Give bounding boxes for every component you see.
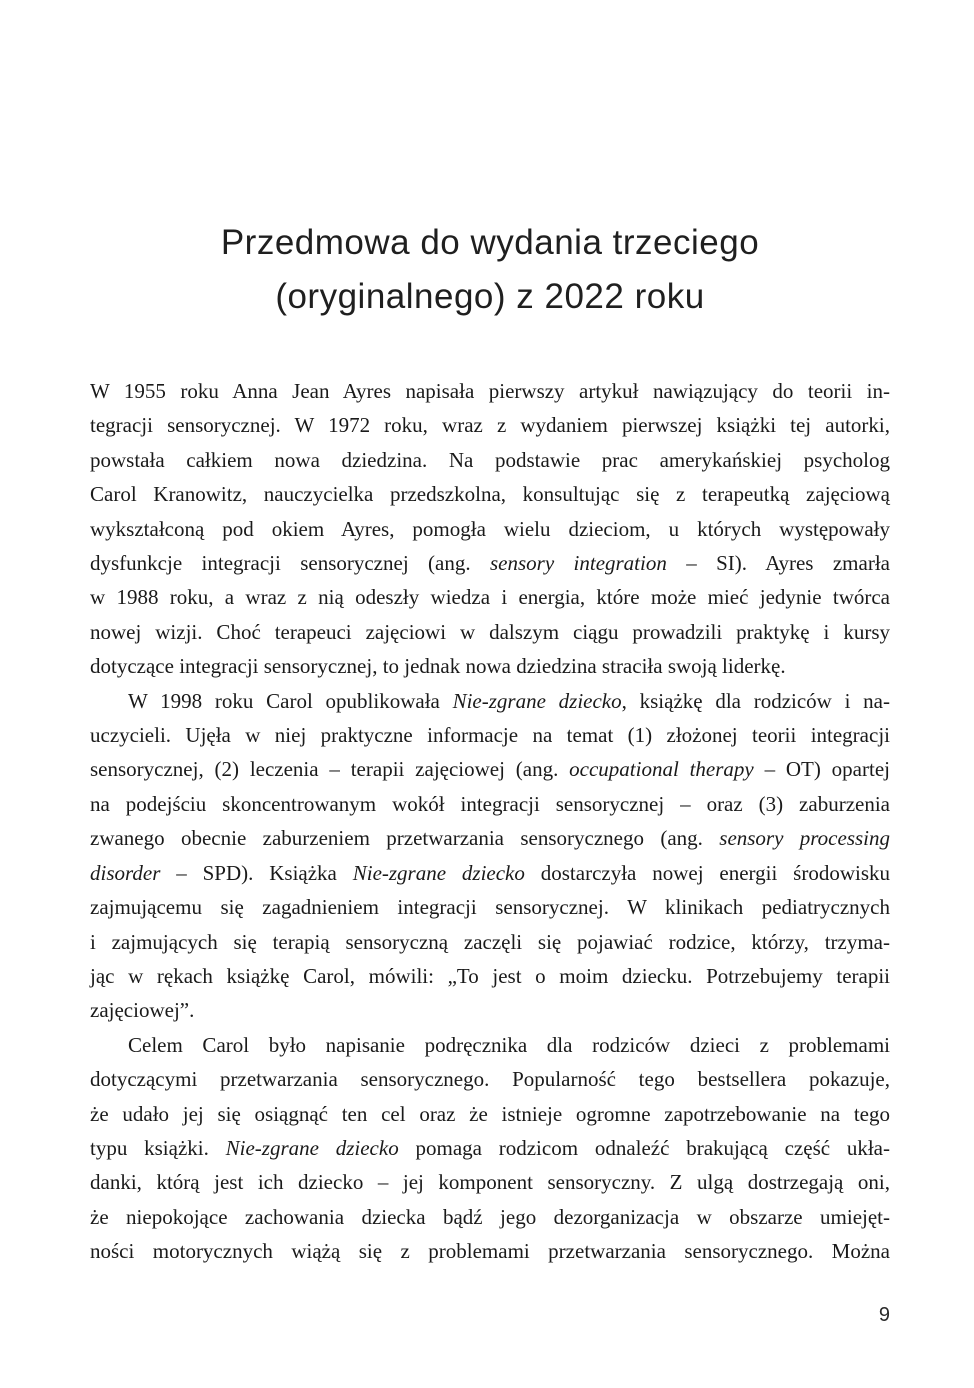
text-line: [90, 856, 890, 890]
text-line: [90, 580, 890, 614]
text-line: [90, 1062, 890, 1096]
text-run: na podejściu skoncentrowanym wokół integracji sensorycznej – oraz (3) zaburzenia: [90, 791, 890, 816]
italic-text-run: sensory processing: [719, 826, 890, 851]
text-line: [90, 1200, 890, 1234]
text-line: [90, 615, 890, 649]
text-line: [90, 546, 890, 580]
text-line: [90, 1028, 890, 1062]
text-run: – SI). Ayres zmarła: [666, 551, 890, 576]
page-number: 9: [878, 1304, 890, 1326]
text-line: [90, 512, 890, 546]
text-run: ności motorycznych wiążą się z problemami przetwarzania sensorycznego. Można: [90, 1239, 890, 1264]
italic-text-run: disorder: [90, 860, 161, 885]
text-run: sensorycznej, (2) leczenia – terapii zajęciowej (ang.: [90, 757, 570, 782]
text-line: [90, 408, 890, 442]
text-run: dotyczącymi przetwarzania sensorycznego. Popularność tego bestsellera pokazuje,: [90, 1067, 890, 1092]
text-line: [90, 752, 890, 786]
text-run: Celem Carol było napisanie podręcznika dla rodziców dzieci z problemami: [128, 1032, 890, 1057]
text-run: w 1988 roku, a wraz z nią odeszły wiedza i energia, które może mieć jedynie twórca: [90, 585, 890, 610]
italic-text-run: sensory integration: [489, 551, 667, 576]
text-run: jąc w rękach książkę Carol, mówili: „To jest o moim dziecku. Potrzebujemy terapii: [90, 963, 890, 988]
text-run: danki, którą jest ich dziecko – jej komponent sensoryczny. Z ulgą dostrzegają oni,: [90, 1170, 890, 1195]
text-line: [90, 477, 890, 511]
chapter-title: [90, 216, 890, 324]
text-run: dotyczące integracji sensorycznej, to jednak nowa dziedzina straciła swoją liderkę.: [90, 654, 786, 679]
text-line: [90, 821, 890, 855]
chapter-title-line1: Przedmowa do wydania trzeciego: [220, 223, 760, 262]
text-line: [90, 1165, 890, 1199]
body-text: [90, 374, 890, 1269]
text-line: [90, 684, 890, 718]
text-line: [90, 993, 890, 1027]
text-run: powstała całkiem nowa dziedzina. Na podstawie prac amerykańskiej psycholog: [90, 447, 890, 472]
text-line: [90, 959, 890, 993]
italic-text-run: Nie-zgrane dziecko: [225, 1135, 399, 1160]
text-run: W 1955 roku Anna Jean Ayres napisała pierwszy artykuł nawiązujący do teorii in-: [90, 379, 890, 403]
text-line: [90, 1234, 890, 1268]
text-run: – SPD). Książka: [160, 860, 353, 885]
chapter-title-line2: (oryginalnego) z 2022 roku: [275, 277, 705, 316]
text-line: [90, 374, 890, 408]
text-run: wykształconą pod okiem Ayres, pomogła wielu dzieciom, u których występowały: [90, 516, 890, 541]
italic-text-run: Nie-zgrane dziecko: [452, 688, 622, 713]
text-run: dysfunkcje integracji sensorycznej (ang.: [90, 551, 490, 576]
text-run: typu książki.: [90, 1135, 226, 1160]
text-run: i zajmujących się terapią sensoryczną zaczęli się pojawiać rodzice, którzy, trzyma-: [90, 929, 890, 954]
paragraph: [90, 684, 890, 1028]
text-run: W 1998 roku Carol opublikowała: [128, 688, 453, 713]
text-run: dostarczyła nowej energii środowisku: [524, 860, 891, 885]
text-run: że udało jej się osiągnąć ten cel oraz że istnieje ogromne zapotrzebowanie na tego: [90, 1101, 890, 1126]
text-line: [90, 890, 890, 924]
text-line: [90, 649, 890, 683]
text-run: że niepokojące zachowania dziecka bądź jego dezorganizacja w obszarze umiejęt-: [90, 1204, 890, 1229]
text-line: [90, 1097, 890, 1131]
paragraph: [90, 374, 890, 684]
text-run: Carol Kranowitz, nauczycielka przedszkolna, konsultując się z terapeutką zajęciową: [90, 482, 890, 507]
text-line: [90, 787, 890, 821]
text-line: [90, 925, 890, 959]
text-run: zwanego obecnie zaburzeniem przetwarzania sensorycznego (ang.: [90, 826, 720, 851]
text-line: [90, 718, 890, 752]
text-line: [90, 1131, 890, 1165]
text-run: – OT) opartej: [753, 757, 890, 782]
italic-text-run: occupational therapy: [569, 757, 754, 782]
paragraph: [90, 1028, 890, 1269]
italic-text-run: Nie-zgrane dziecko: [352, 860, 525, 885]
text-run: tegracji sensorycznej. W 1972 roku, wraz z wydaniem pierwszej książki tej autorki,: [90, 413, 890, 438]
text-run: , książkę dla rodziców i na-: [621, 688, 890, 713]
text-run: zajęciowej”.: [90, 998, 195, 1023]
text-run: nowej wizji. Choć terapeuci zajęciowi w dalszym ciągu prowadzili praktykę i kursy: [90, 619, 890, 644]
text-run: zajmującemu się zagadnieniem integracji sensorycznej. W klinikach pediatrycznych: [90, 895, 890, 920]
text-run: uczycieli. Ujęła w niej praktyczne informacje na temat (1) złożonej teorii integracji: [90, 723, 890, 748]
text-run: pomaga rodzicom odnaleźć brakującą część ukła-: [398, 1135, 890, 1160]
text-line: [90, 443, 890, 477]
